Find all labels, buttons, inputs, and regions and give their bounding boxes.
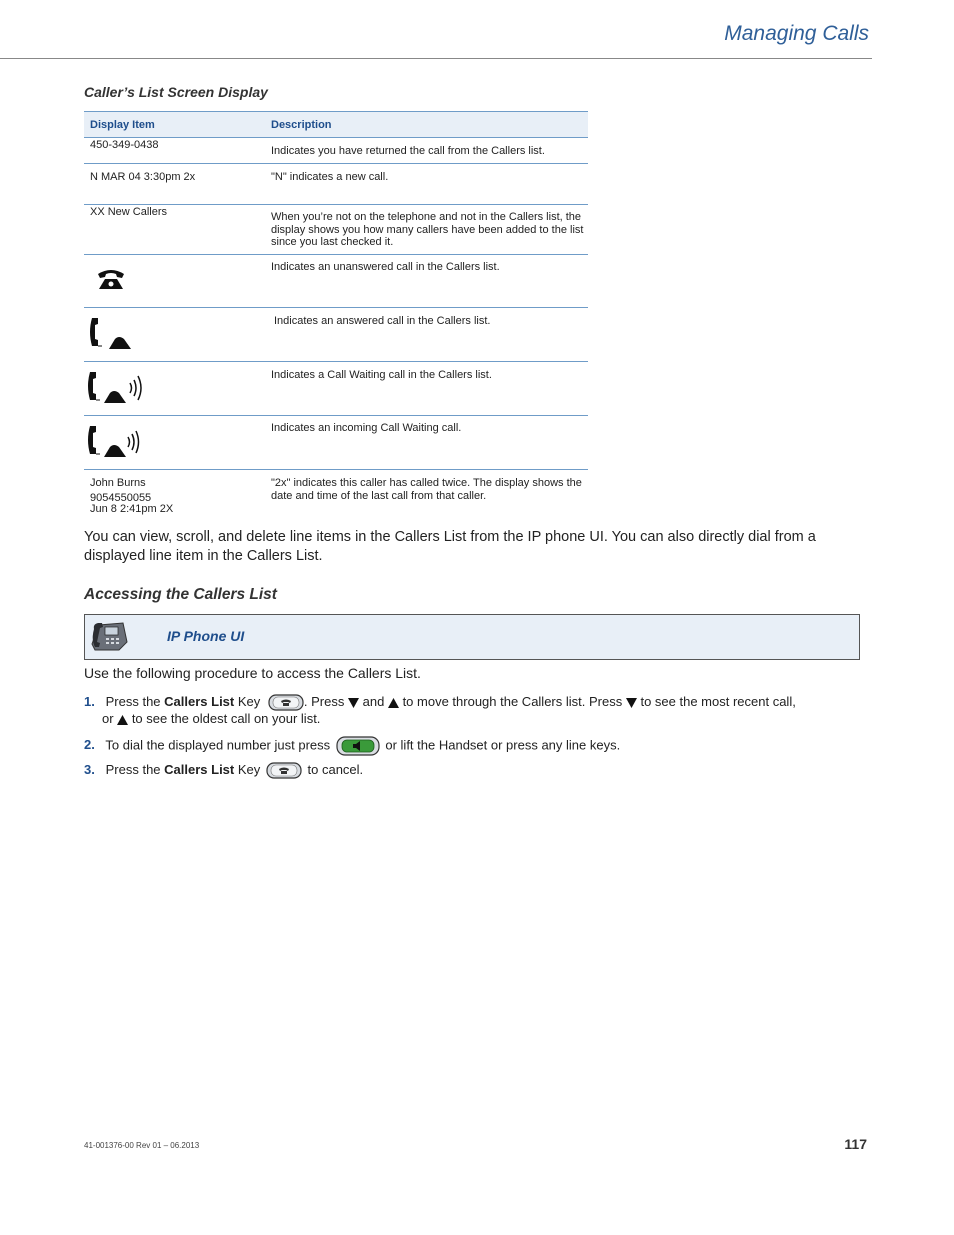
footer-doc-reference: 41-001376-00 Rev 01 – 06.2013 [84, 1141, 200, 1150]
description-cell [265, 255, 588, 307]
display-item-cell [84, 362, 265, 415]
ip-phone-ui-box [84, 614, 860, 660]
step-text: Press the [105, 694, 165, 709]
display-item-cell [84, 416, 265, 469]
description-text: Indicates an answered call in the Callers list. [274, 315, 491, 327]
display-item-cell [84, 205, 265, 254]
description-text: Indicates you have returned the call from the Callers list. [271, 145, 545, 157]
description-text: Indicates an incoming Call Waiting call. [271, 422, 462, 434]
table-row [84, 470, 588, 515]
table-row [84, 164, 588, 205]
section-heading: Accessing the Callers List [84, 586, 277, 603]
display-item-number: 9054550055 [90, 491, 152, 504]
callers-list-key-label: Callers List [164, 762, 235, 777]
incoming-call-waiting-icon [86, 425, 144, 459]
description-cell [265, 470, 588, 515]
description-cell [265, 416, 588, 469]
display-item-date: Jun 8 2:41pm 2X [90, 502, 174, 515]
description-cell [265, 308, 588, 361]
callers-list-key-icon [266, 762, 302, 779]
display-item-text: 450-349-0438 [90, 139, 159, 151]
up-arrow-icon [117, 714, 128, 726]
procedure-step-2 [84, 736, 620, 756]
table-header-row [84, 112, 588, 138]
ip-phone-ui-label: IP Phone UI [167, 628, 245, 644]
callers-list-table [84, 111, 588, 515]
column-header-display-item: Display Item [90, 118, 155, 131]
procedure-step-3 [84, 762, 363, 779]
procedure-intro: Use the following procedure to access the Callers List. [84, 665, 421, 681]
speaker-key-icon [336, 736, 380, 756]
display-item-cell [84, 470, 265, 515]
step-text: Key [234, 762, 261, 777]
step-text: to see the oldest call on your list. [131, 711, 321, 727]
unanswered-call-icon [96, 268, 126, 294]
description-cell [265, 205, 588, 254]
body-paragraph: You can view, scroll, and delete line items in the Callers List from the IP phone UI. You can also directly dial from a displayed line item in the Callers List. [84, 529, 816, 564]
description-cell [265, 362, 588, 415]
display-item-cell [84, 138, 265, 163]
procedure-step-1 [84, 694, 796, 726]
callers-list-key-label: Callers List [164, 694, 235, 709]
table-caption: Caller’s List Screen Display [84, 84, 268, 100]
desk-phone-icon [89, 620, 129, 652]
display-item-cell [84, 255, 265, 307]
display-item-cell [84, 308, 265, 361]
down-arrow-icon [626, 697, 637, 709]
step-text: or [102, 711, 114, 727]
step-text: To dial the displayed number just press [105, 737, 331, 753]
table-row [84, 205, 588, 255]
callers-list-key-icon [268, 694, 304, 711]
description-text: Indicates an unanswered call in the Callers list. [271, 261, 500, 273]
column-header-description: Description [271, 118, 332, 131]
description-text: "N" indicates a new call. [271, 171, 389, 183]
page-number: 117 [844, 1136, 867, 1152]
page-header-title: Managing Calls [724, 22, 869, 45]
table-row [84, 138, 588, 164]
description-cell [265, 164, 588, 204]
display-item-cell [84, 164, 265, 204]
step-text: and [362, 694, 385, 709]
step-number: 2. [84, 737, 95, 753]
display-item-name: John Burns [90, 477, 146, 489]
down-arrow-icon [348, 697, 359, 709]
header-rule [0, 58, 872, 59]
display-item-text: XX New Callers [90, 206, 168, 218]
answered-call-icon [88, 317, 136, 351]
step-text: . Press [303, 694, 345, 709]
step-text: Press the [105, 762, 165, 777]
description-text: When you’re not on the telephone and not in the Callers list, the display shows you how many callers have been added to the list since you last checked it. [271, 211, 584, 248]
step-text: to see the most recent call, [640, 694, 796, 709]
step-number: 1. [84, 694, 95, 709]
step-text: Key [234, 694, 261, 709]
step-text: to cancel. [307, 762, 364, 777]
call-waiting-icon [86, 371, 148, 405]
step-text: to move through the Callers list. Press [402, 694, 623, 709]
description-text: Indicates a Call Waiting call in the Callers list. [271, 369, 492, 381]
display-item-text: N MAR 04 3:30pm 2x [90, 171, 196, 183]
description-text: "2x" indicates this caller has called twice. The display shows the date and time of the last call from that caller. [271, 477, 582, 502]
up-arrow-icon [388, 697, 399, 709]
table-row [84, 362, 588, 416]
description-cell [265, 138, 588, 163]
table-row [84, 308, 588, 362]
step-number: 3. [84, 762, 95, 777]
table-row [84, 416, 588, 470]
table-row [84, 255, 588, 308]
step-text: or lift the Handset or press any line keys. [385, 737, 621, 753]
